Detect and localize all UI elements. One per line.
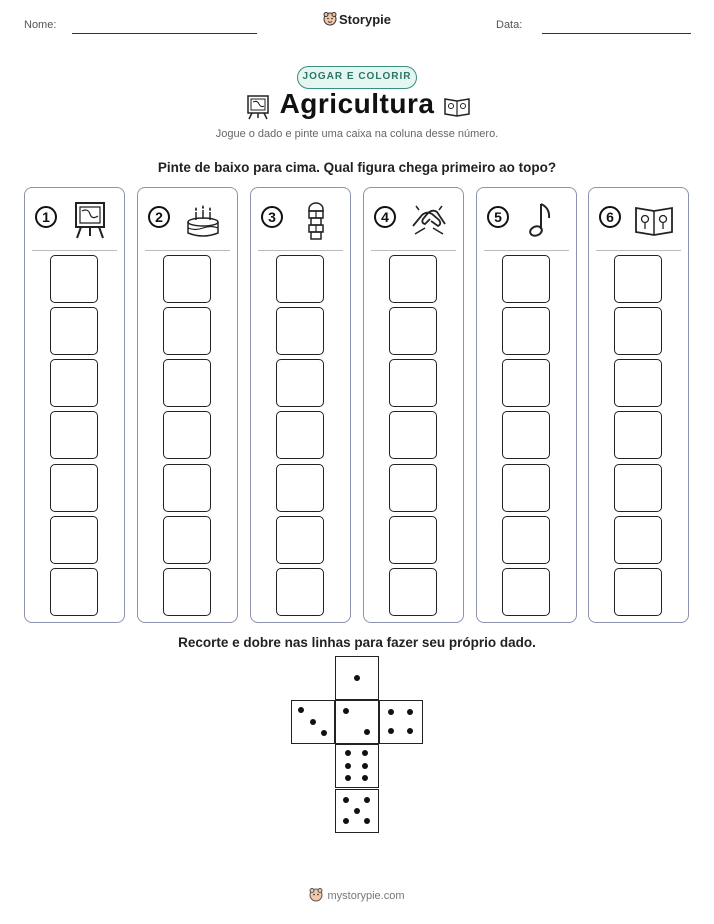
column-number: 4 <box>374 206 396 228</box>
color-box[interactable] <box>50 516 98 564</box>
color-box[interactable] <box>389 359 437 407</box>
divider <box>596 250 681 251</box>
color-box[interactable] <box>163 307 211 355</box>
color-box[interactable] <box>50 255 98 303</box>
column-1 <box>24 187 125 623</box>
color-box[interactable] <box>502 307 550 355</box>
name-label: Nome: <box>24 19 57 31</box>
color-box[interactable] <box>163 255 211 303</box>
open-book-icon <box>444 94 470 120</box>
column-header <box>25 188 124 250</box>
color-box[interactable] <box>614 255 662 303</box>
die-pip <box>362 775 368 781</box>
die-pip <box>364 729 370 735</box>
column-5 <box>476 187 577 623</box>
storypie-mascot-icon <box>323 12 337 26</box>
color-box[interactable] <box>276 307 324 355</box>
hopscotch-icon <box>296 200 336 240</box>
race-columns <box>24 187 690 624</box>
color-box[interactable] <box>502 516 550 564</box>
color-box[interactable] <box>50 464 98 512</box>
column-4 <box>363 187 464 623</box>
color-box[interactable] <box>502 411 550 459</box>
die-pip <box>298 707 304 713</box>
color-box[interactable] <box>276 516 324 564</box>
die-face-5 <box>335 789 379 833</box>
die-pip <box>388 728 394 734</box>
color-box[interactable] <box>389 411 437 459</box>
die-pip <box>362 750 368 756</box>
activity-badge: JOGAR E COLORIR <box>297 66 417 89</box>
die-pip <box>321 730 327 736</box>
color-box[interactable] <box>50 359 98 407</box>
column-header <box>138 188 237 250</box>
open-book-icon <box>634 200 674 240</box>
divider <box>145 250 230 251</box>
die-pip <box>364 818 370 824</box>
divider <box>32 250 117 251</box>
color-box[interactable] <box>389 516 437 564</box>
color-box[interactable] <box>389 464 437 512</box>
die-pip <box>354 808 360 814</box>
die-pip <box>364 797 370 803</box>
date-line[interactable] <box>542 33 691 34</box>
color-box[interactable] <box>163 411 211 459</box>
die-instruction: Recorte e dobre nas linhas para fazer seu próprio dado. <box>178 635 536 650</box>
color-box[interactable] <box>163 359 211 407</box>
die-pip <box>345 775 351 781</box>
die-pip <box>343 797 349 803</box>
color-box[interactable] <box>50 411 98 459</box>
die-face-6 <box>335 744 379 788</box>
subtitle: Jogue o dado e pinte uma caixa na coluna desse número. <box>215 128 499 140</box>
birthday-cake-icon <box>183 200 223 240</box>
die-pip <box>407 709 413 715</box>
column-2 <box>137 187 238 623</box>
color-box[interactable] <box>502 359 550 407</box>
divider <box>484 250 569 251</box>
die-pip <box>388 709 394 715</box>
column-number: 5 <box>487 206 509 228</box>
column-number: 3 <box>261 206 283 228</box>
color-box[interactable] <box>614 359 662 407</box>
handshake-icon <box>409 200 449 240</box>
divider <box>371 250 456 251</box>
color-box[interactable] <box>614 307 662 355</box>
column-header <box>477 188 576 250</box>
die-pip <box>345 750 351 756</box>
column-number: 6 <box>599 206 621 228</box>
color-box[interactable] <box>502 255 550 303</box>
color-box[interactable] <box>502 568 550 616</box>
column-number: 2 <box>148 206 170 228</box>
die-face-4 <box>379 700 423 744</box>
brand-logo <box>0 12 714 27</box>
painting-easel-icon <box>70 200 110 240</box>
column-header <box>251 188 350 250</box>
name-line[interactable] <box>72 33 257 34</box>
color-box[interactable] <box>50 568 98 616</box>
column-3 <box>250 187 351 623</box>
die-face-3 <box>291 700 335 744</box>
footer <box>0 888 714 902</box>
color-box[interactable] <box>389 255 437 303</box>
brand-name: Storypie <box>338 12 391 27</box>
color-box[interactable] <box>50 307 98 355</box>
column-header <box>364 188 463 250</box>
die-pip <box>310 719 316 725</box>
page-title: Agricultura <box>279 88 435 119</box>
color-box[interactable] <box>276 255 324 303</box>
storypie-mascot-icon <box>309 888 323 902</box>
instruction-text: Pinte de baixo para cima. Qual figura chega primeiro ao topo? <box>157 160 557 175</box>
column-number: 1 <box>35 206 57 228</box>
color-box[interactable] <box>614 568 662 616</box>
column-header <box>589 188 688 250</box>
die-pip <box>407 728 413 734</box>
color-box[interactable] <box>163 568 211 616</box>
color-box[interactable] <box>163 516 211 564</box>
color-box[interactable] <box>163 464 211 512</box>
color-box[interactable] <box>614 464 662 512</box>
color-box[interactable] <box>276 411 324 459</box>
color-box[interactable] <box>276 568 324 616</box>
color-box[interactable] <box>614 516 662 564</box>
color-box[interactable] <box>502 464 550 512</box>
die-pip <box>362 763 368 769</box>
color-box[interactable] <box>614 411 662 459</box>
die-face-2 <box>335 700 379 744</box>
footer-url: mystorypie.com <box>327 890 405 902</box>
color-box[interactable] <box>276 464 324 512</box>
color-box[interactable] <box>389 307 437 355</box>
die-face-1 <box>335 656 379 700</box>
die-pip <box>343 708 349 714</box>
date-label: Data: <box>496 19 523 31</box>
music-note-icon <box>522 200 562 240</box>
color-box[interactable] <box>389 568 437 616</box>
column-6 <box>588 187 689 623</box>
die-pip <box>343 818 349 824</box>
die-pip <box>345 763 351 769</box>
divider <box>258 250 343 251</box>
die-pip <box>354 675 360 681</box>
color-box[interactable] <box>276 359 324 407</box>
